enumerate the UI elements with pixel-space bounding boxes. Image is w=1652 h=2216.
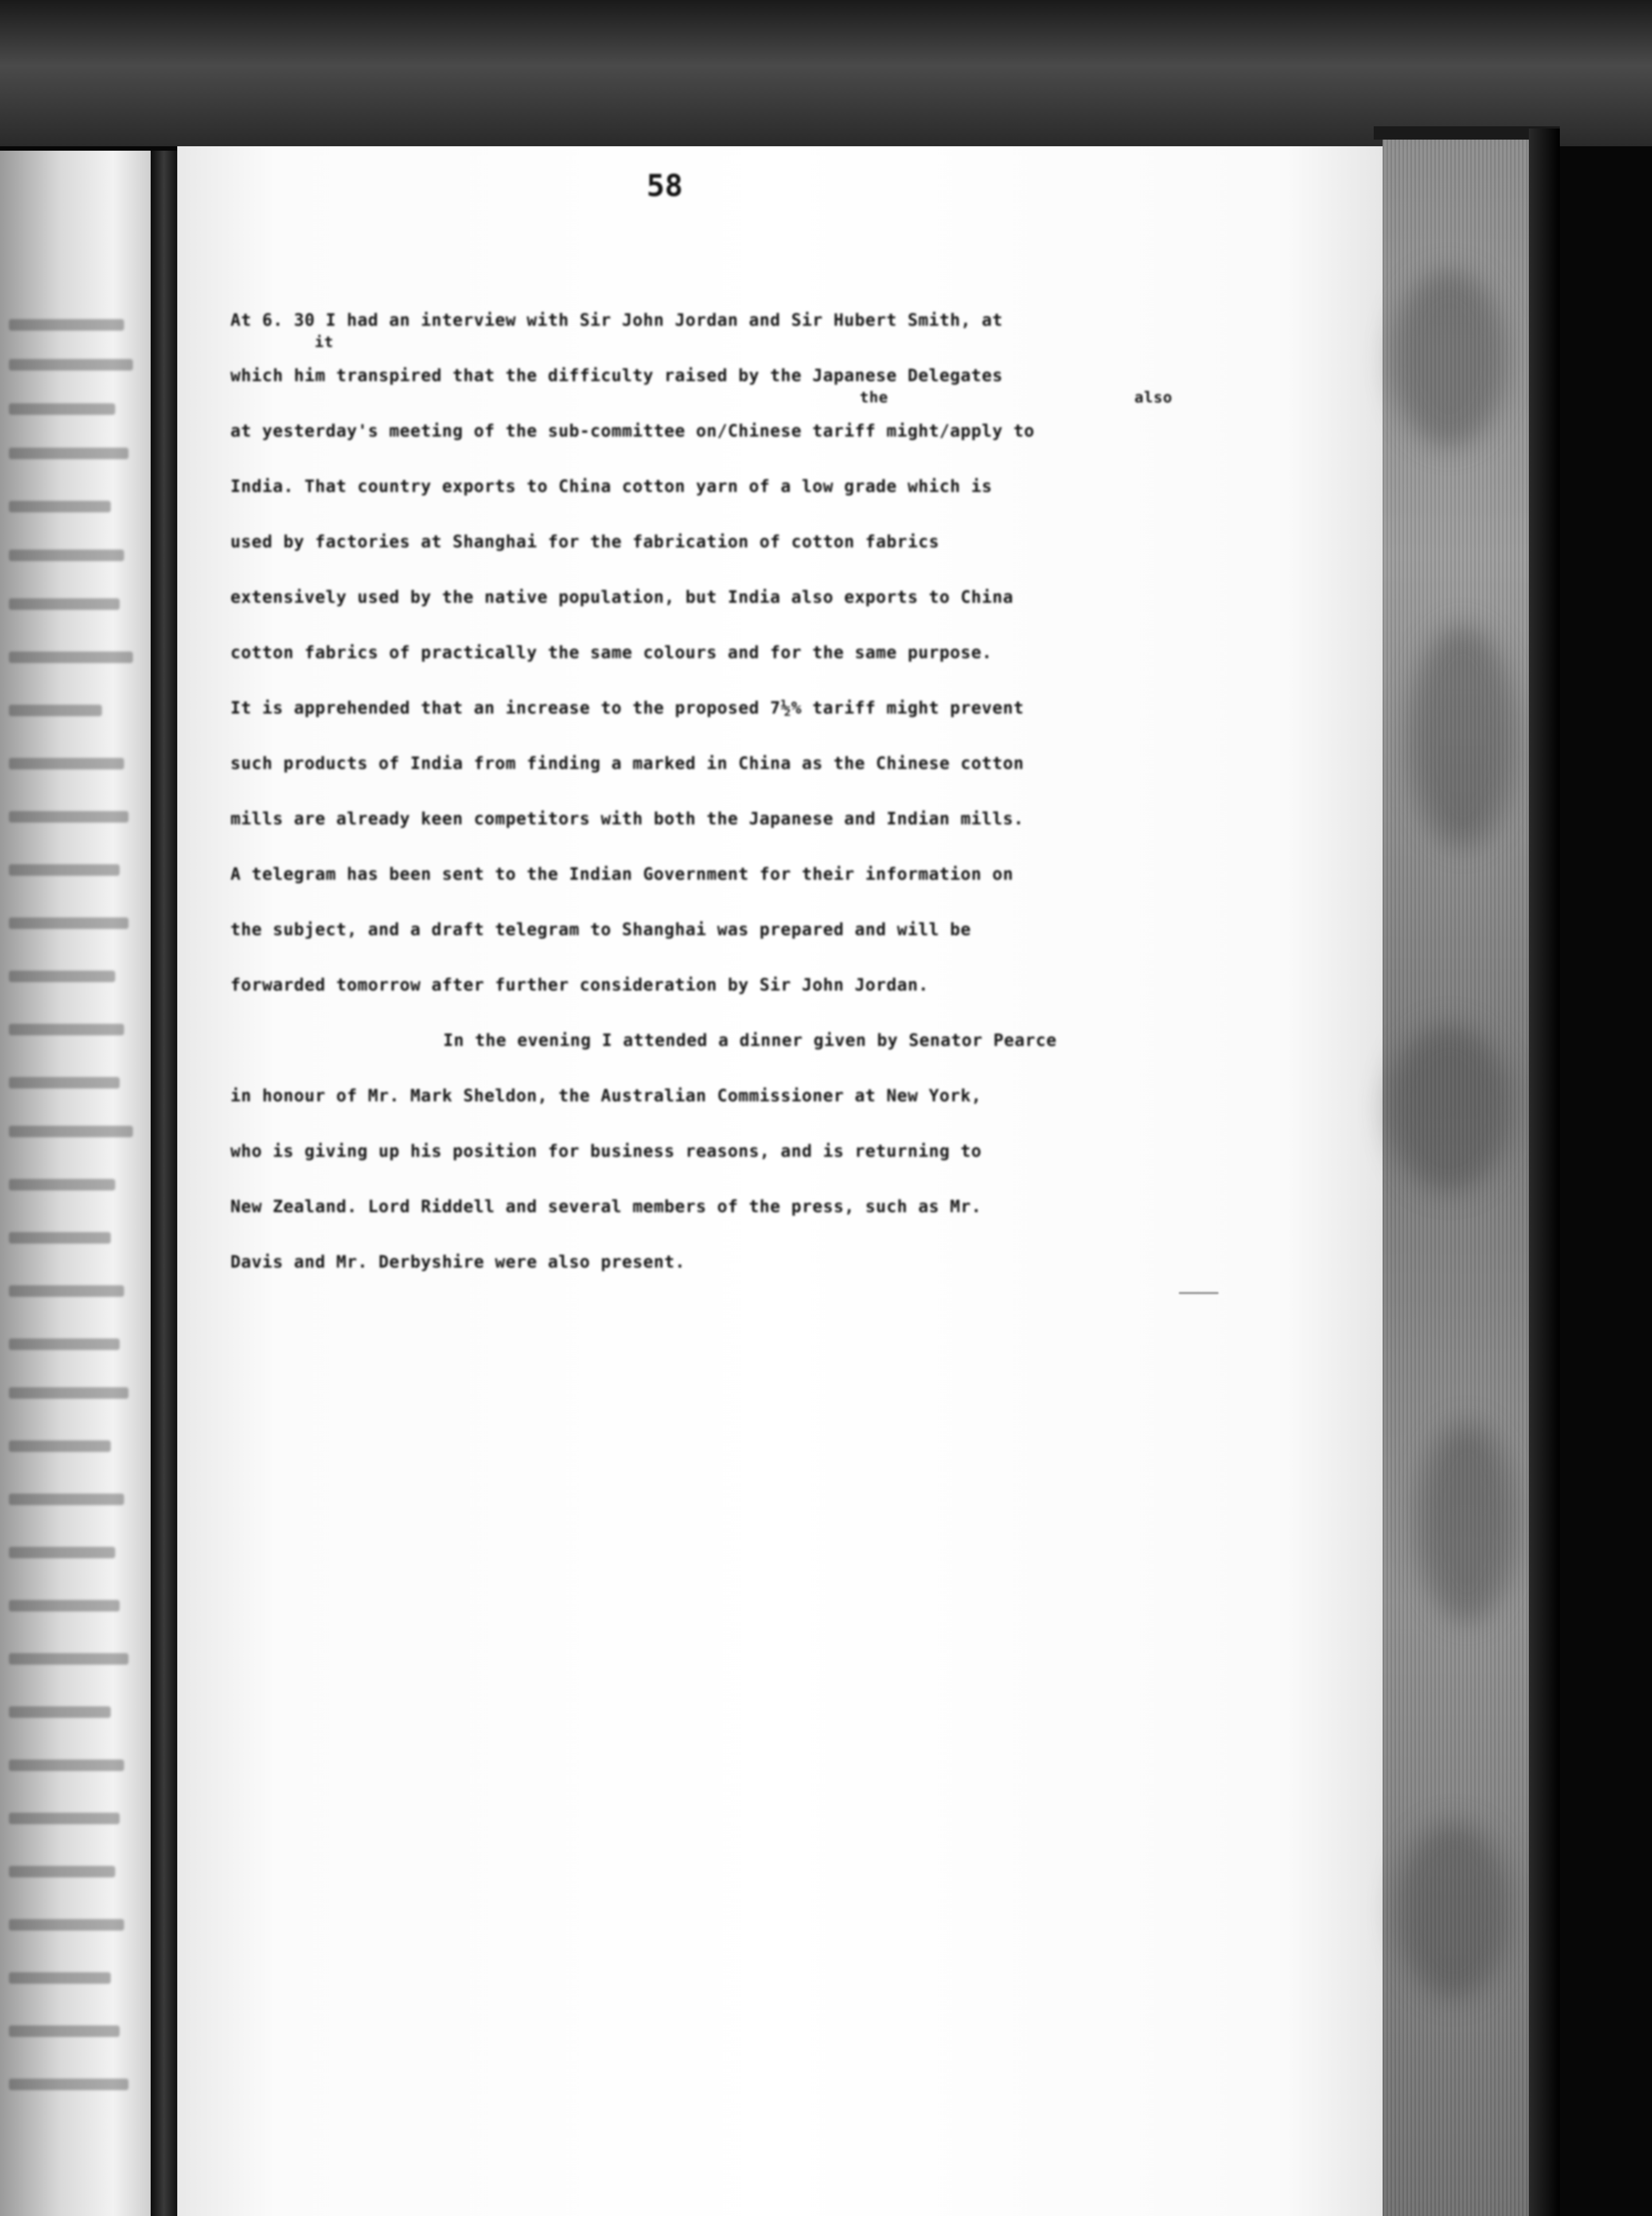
text-line: extensively used by the native population, but India also exports to China <box>230 587 1013 607</box>
text-line-with-insert <box>230 389 1294 459</box>
text-line: At 6. 30 I had an interview with Sir John Jordan and Sir Hubert Smith, at <box>230 310 1003 330</box>
interlinear-insert-the: the <box>860 389 888 406</box>
text-line: which him transpired that the difficulty raised by the Japanese Delegates <box>230 366 1003 385</box>
text-line: the subject, and a draft telegram to Shanghai was prepared and will be <box>230 920 971 939</box>
book-gutter <box>151 151 177 2216</box>
text-line: A telegram has been sent to the Indian Government for their information on <box>230 864 1013 884</box>
text-line: In the evening I attended a dinner given by Senator Pearce <box>443 1030 1057 1050</box>
text-line: India. That country exports to China cotton yarn of a low grade which is <box>230 476 993 496</box>
background-top <box>0 0 1652 146</box>
text-line: New Zealand. Lord Riddell and several members of the press, such as Mr. <box>230 1197 982 1216</box>
text-line: It is apprehended that an increase to the proposed 7½% tariff might prevent <box>230 698 1024 718</box>
text-line: cotton fabrics of practically the same colours and for the same purpose. <box>230 643 993 662</box>
text-line: used by factories at Shanghai for the fabrication of cotton fabrics <box>230 532 939 551</box>
book-page-edges <box>1383 137 1529 2216</box>
text-line: Davis and Mr. Derbyshire were also present. <box>230 1252 686 1272</box>
interlinear-insert-also: also <box>1134 389 1173 406</box>
text-line: mills are already keen competitors with both the Japanese and Indian mills. <box>230 809 1024 828</box>
interlinear-insert-it: it <box>315 333 334 351</box>
text-line: at yesterday's meeting of the sub-committee on/Chinese tariff might/apply to <box>230 421 1035 441</box>
text-line: forwarded tomorrow after further consideration by Sir John Jordan. <box>230 975 929 995</box>
page-number: 58 <box>647 168 683 203</box>
stray-pen-mark <box>1179 1292 1219 1294</box>
body-text <box>230 293 1294 1290</box>
book-cover-edge <box>1529 129 1560 2216</box>
text-line: who is giving up his position for business reasons, and is returning to <box>230 1141 982 1161</box>
text-line: such products of India from finding a marked in China as the Chinese cotton <box>230 753 1024 773</box>
facing-page-left <box>0 151 151 2216</box>
text-line: in honour of Mr. Mark Sheldon, the Australian Commissioner at New York, <box>230 1086 982 1105</box>
